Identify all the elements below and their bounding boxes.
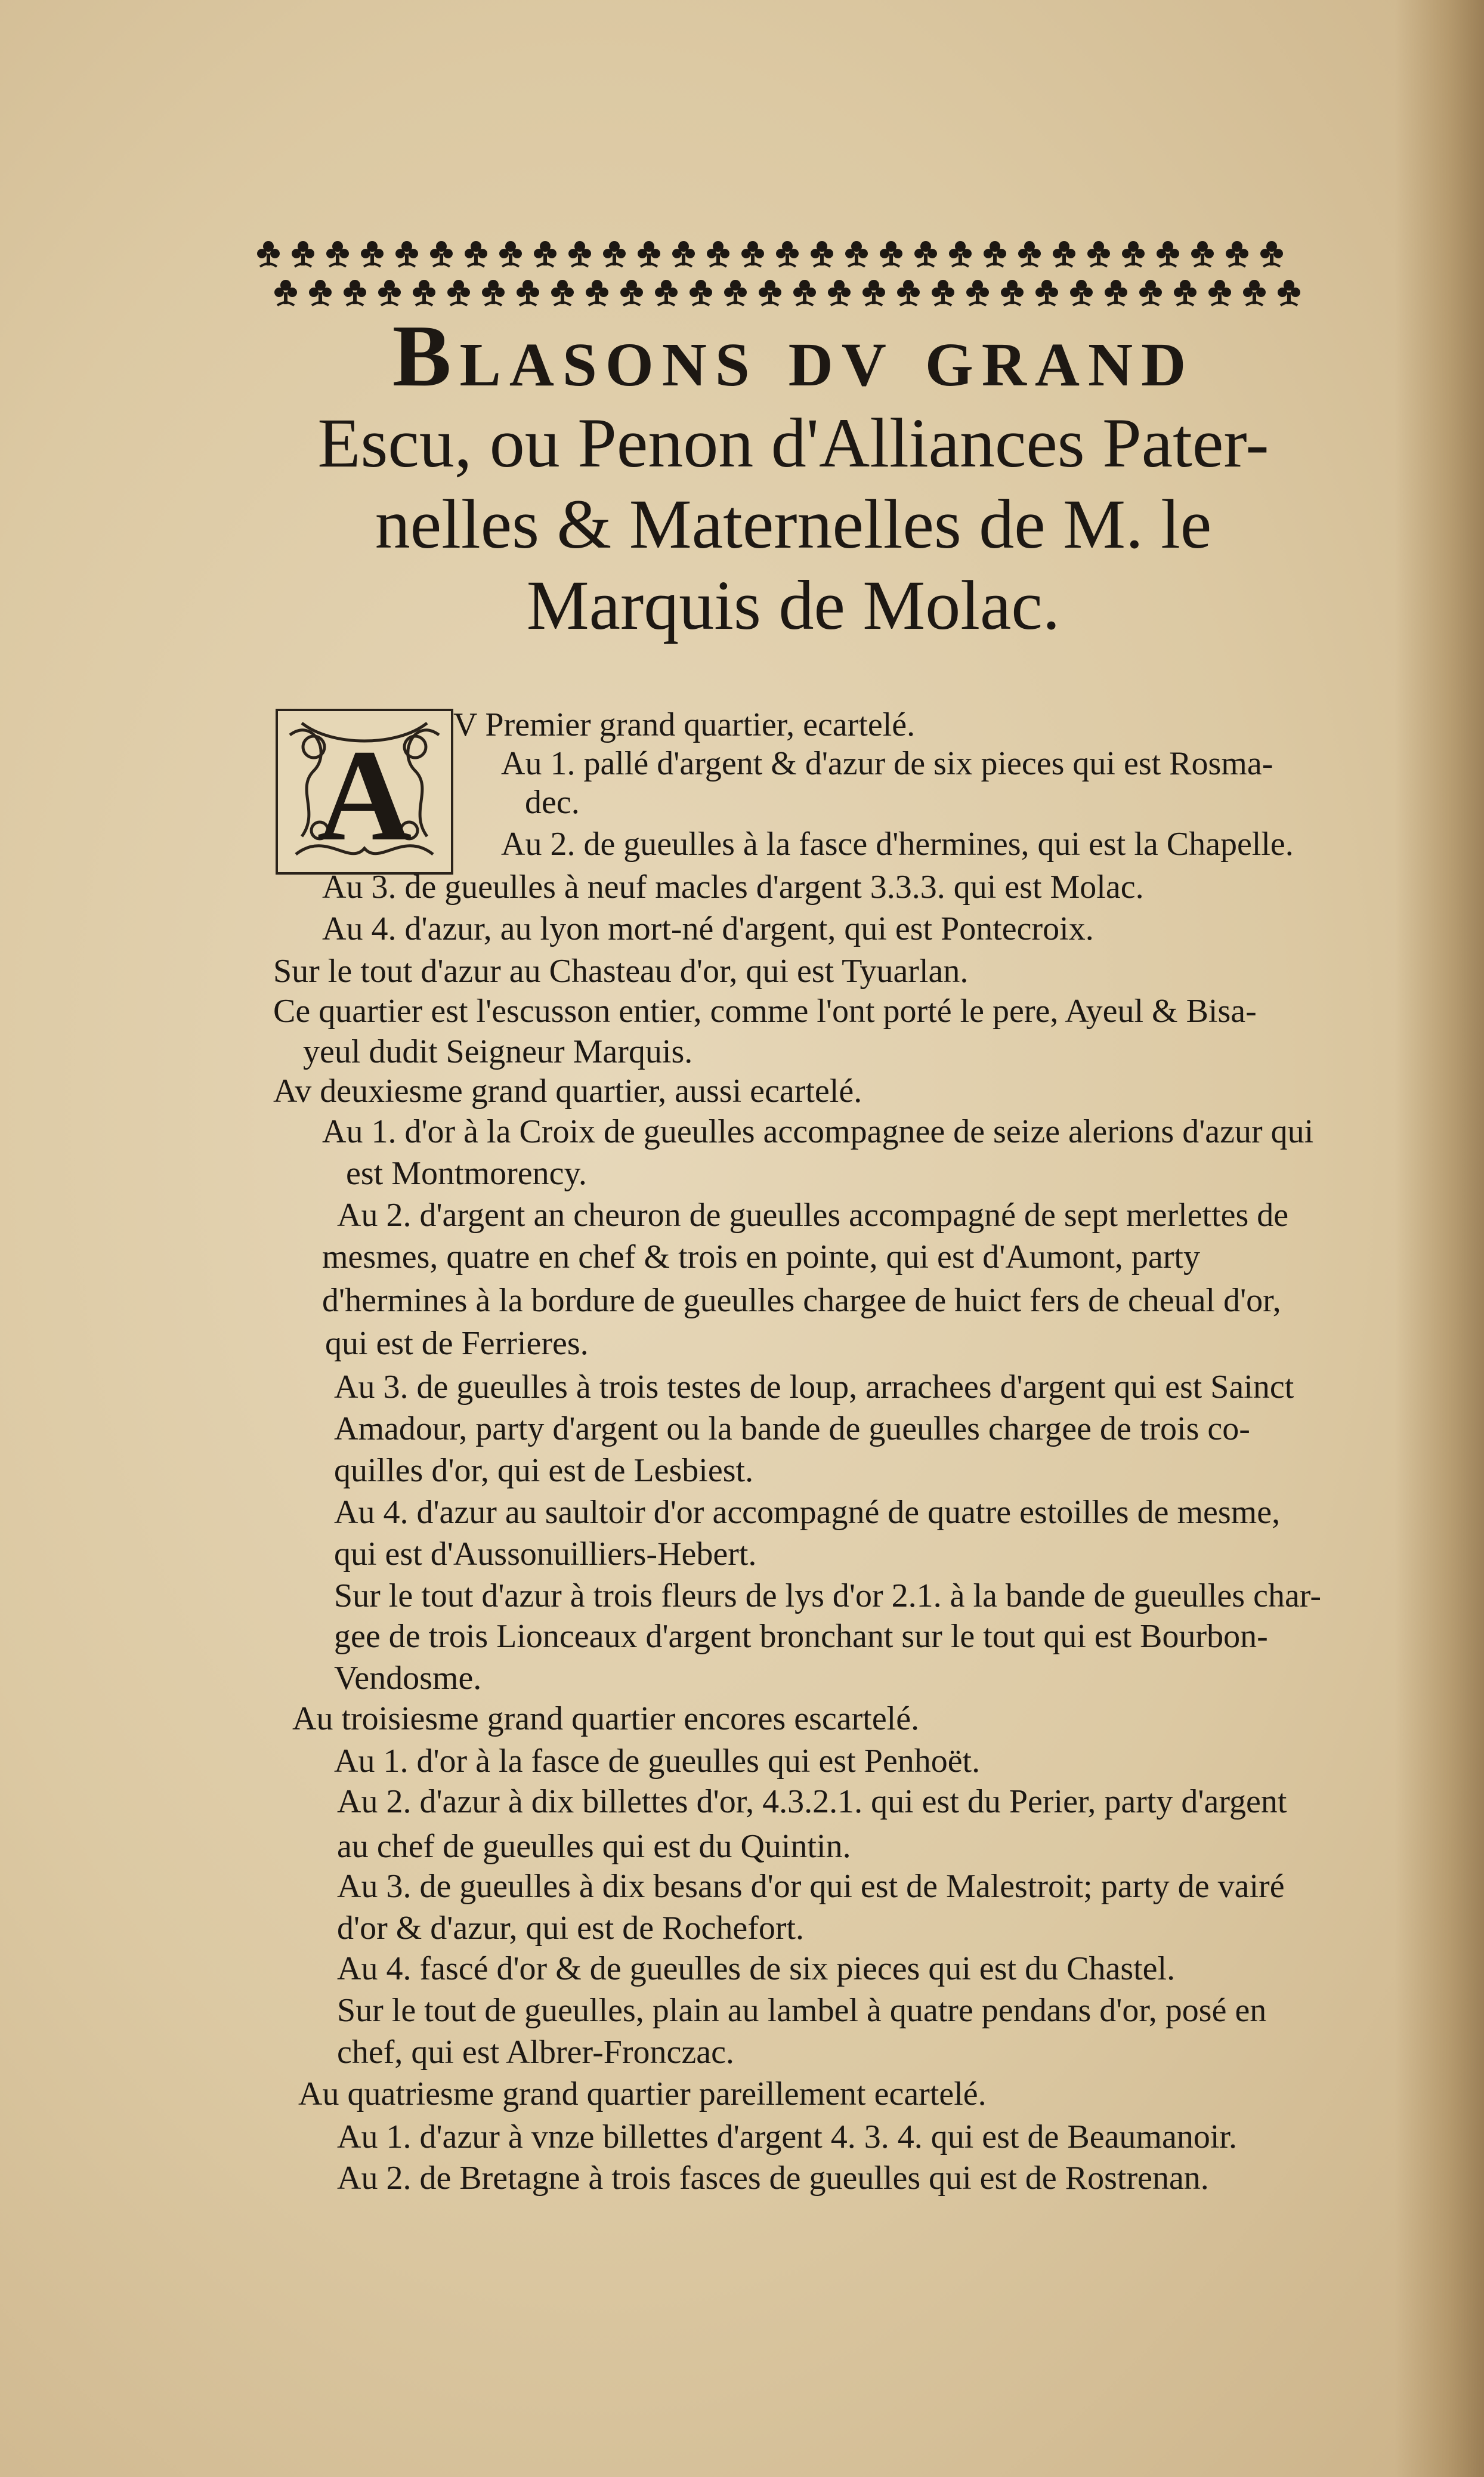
- text-line: d'hermines à la bordure de gueulles chargee de huict fers de cheual d'or,: [322, 1282, 1281, 1319]
- fleuron-icon: [880, 241, 902, 267]
- page-title: [256, 307, 1330, 646]
- fleuron-icon: [932, 280, 954, 305]
- text-line: Sur le tout d'azur au Chasteau d'or, qui est Tyuarlan.: [273, 953, 969, 990]
- text-line: Au 2. de gueulles à la fasce d'hermines, qui est la Chapelle.: [501, 826, 1294, 863]
- text-line: qui est d'Aussonuilliers-Hebert.: [334, 1536, 757, 1573]
- fleuron-icon: [1018, 241, 1041, 267]
- fleuron-icon: [551, 280, 574, 305]
- fleuron-icon: [862, 280, 885, 305]
- fleuron-icon: [413, 280, 435, 305]
- fleuron-icon: [430, 241, 453, 267]
- fleuron-icon: [1243, 280, 1266, 305]
- fleuron-icon: [793, 280, 816, 305]
- text-line: chef, qui est Albrer-Fronczac.: [337, 2034, 734, 2071]
- text-line: quilles d'or, qui est de Lesbiest.: [334, 1452, 754, 1489]
- text-line: gee de trois Lionceaux d'argent bronchant sur le tout qui est Bourbon-: [334, 1618, 1268, 1655]
- fleuron-icon: [326, 241, 349, 267]
- decorated-initial: [276, 709, 453, 875]
- fleuron-icon: [447, 280, 470, 305]
- text-line: Amadour, party d'argent ou la bande de gueulles chargee de trois co-: [334, 1410, 1250, 1447]
- fleuron-icon: [828, 280, 851, 305]
- fleuron-icon: [344, 280, 366, 305]
- fleuron-icon: [534, 241, 556, 267]
- title-line-2: Escu, ou Penon d'Alliances Pater-: [317, 404, 1269, 482]
- text-line: Au 3. de gueulles à dix besans d'or qui est de Malestroit; party de vairé: [337, 1868, 1285, 1905]
- text-line: Au troisiesme grand quartier encores escartelé.: [292, 1700, 920, 1737]
- fleuron-icon: [568, 241, 591, 267]
- fleuron-icon: [274, 280, 297, 305]
- title-line-4: Marquis de Molac.: [526, 566, 1061, 644]
- fleuron-icon: [1191, 241, 1214, 267]
- fleuron-icon: [361, 241, 384, 267]
- fleuron-icon: [1001, 280, 1024, 305]
- fleuron-icon: [966, 280, 989, 305]
- fleuron-icon: [638, 241, 660, 267]
- text-line: Au 1. d'or à la fasce de gueulles qui est Penhoët.: [334, 1743, 981, 1780]
- fleuron-icon: [845, 241, 868, 267]
- text-line: est Montmorency.: [346, 1155, 587, 1192]
- fleuron-icon: [707, 241, 729, 267]
- fleuron-icon: [741, 241, 764, 267]
- text-line: Au 1. d'or à la Croix de gueulles accompagnee de seize alerions d'azur qui: [322, 1113, 1314, 1150]
- fleuron-icon: [984, 241, 1006, 267]
- fleuron-icon: [949, 241, 972, 267]
- text-line: yeul dudit Seigneur Marquis.: [303, 1033, 693, 1070]
- fleuron-icon: [1208, 280, 1231, 305]
- text-line: Au 4. d'azur, au lyon mort-né d'argent, qui est Pontecroix.: [322, 910, 1094, 947]
- text-line: V Premier grand quartier, ecartelé.: [453, 706, 916, 743]
- fleuron-icon: [914, 241, 937, 267]
- text-line: au chef de gueulles qui est du Quintin.: [337, 1828, 851, 1865]
- fleuron-icon: [655, 280, 678, 305]
- text-line: Sur le tout de gueulles, plain au lambel à quatre pendans d'or, posé en: [337, 1992, 1267, 2029]
- fleuron-icon: [517, 280, 539, 305]
- text-line: Au 4. fascé d'or & de gueulles de six pieces qui est du Chastel.: [337, 1950, 1176, 1987]
- title-line-3: nelles & Maternelles de M. le: [375, 485, 1212, 563]
- fleuron-icon: [586, 280, 608, 305]
- text-line: Au quatriesme grand quartier pareillement ecartelé.: [298, 2076, 987, 2112]
- fleuron-icon: [1035, 280, 1058, 305]
- text-line: qui est de Ferrieres.: [325, 1325, 589, 1362]
- text-line: Au 1. d'azur à vnze billettes d'argent 4. 3. 4. qui est de Beaumanoir.: [337, 2118, 1237, 2155]
- fleuron-icon: [690, 280, 712, 305]
- text-line: Av deuxiesme grand quartier, aussi ecartelé.: [273, 1073, 862, 1110]
- fleuron-icon: [811, 241, 833, 267]
- fleuron-icon: [603, 241, 626, 267]
- fleuron-icon: [465, 241, 487, 267]
- text-line: Au 2. de Bretagne à trois fasces de gueulles qui est de Rostrenan.: [337, 2160, 1209, 2197]
- text-line: Au 1. pallé d'argent & d'azur de six pieces qui est Rosma-: [501, 745, 1273, 782]
- fleuron-icon: [1139, 280, 1162, 305]
- fleuron-icon: [897, 280, 920, 305]
- text-line: Au 4. d'azur au saultoir d'or accompagné de quatre estoilles de mesme,: [334, 1494, 1281, 1531]
- fleuron-icon: [1260, 241, 1283, 267]
- text-line: Vendosme.: [334, 1660, 482, 1697]
- text-line: Ce quartier est l'escusson entier, comme l'ont porté le pere, Ayeul & Bisa-: [273, 993, 1257, 1030]
- text-line: Au 3. de gueulles à neuf macles d'argent 3.3.3. qui est Molac.: [322, 869, 1144, 906]
- fleuron-icon: [482, 280, 505, 305]
- text-line: Sur le tout d'azur à trois fleurs de lys d'or 2.1. à la bande de gueulles char-: [334, 1577, 1321, 1614]
- fleuron-icon: [759, 280, 781, 305]
- fleuron-icon: [620, 280, 643, 305]
- decorated-initial-letter: A: [317, 722, 412, 868]
- fleuron-icon: [395, 241, 418, 267]
- fleuron-icon: [1087, 241, 1110, 267]
- fleuron-icon: [292, 241, 314, 267]
- text-line: dec.: [525, 784, 580, 821]
- text-line: Au 2. d'argent an cheuron de gueulles accompagné de sept merlettes de: [337, 1197, 1289, 1234]
- fleuron-icon: [257, 241, 280, 267]
- fleuron-icon: [672, 241, 695, 267]
- text-line: mesmes, quatre en chef & trois en pointe, qui est d'Aumont, party: [322, 1238, 1200, 1275]
- title-line-1: Blasons dv grand: [392, 307, 1195, 405]
- fleuron-icon: [499, 241, 522, 267]
- text-line: Au 3. de gueulles à trois testes de loup, arrachees d'argent qui est Sainct: [334, 1369, 1294, 1406]
- decorated-initial-icon: [278, 711, 451, 872]
- fleuron-icon: [1174, 280, 1197, 305]
- fleuron-icon: [1122, 241, 1145, 267]
- fleuron-icon: [724, 280, 747, 305]
- text-line: d'or & d'azur, qui est de Rochefort.: [337, 1910, 805, 1947]
- fleuron-icon: [1105, 280, 1127, 305]
- fleuron-icon: [1278, 280, 1300, 305]
- page-edge-shadow: [1395, 0, 1484, 2477]
- fleuron-icon: [309, 280, 332, 305]
- fleuron-icon: [776, 241, 799, 267]
- fleuron-icon: [378, 280, 401, 305]
- fleuron-icon: [1053, 241, 1075, 267]
- fleuron-icon: [1226, 241, 1248, 267]
- fleuron-icon: [1157, 241, 1179, 267]
- fleuron-icon: [1070, 280, 1093, 305]
- text-line: Au 2. d'azur à dix billettes d'or, 4.3.2.1. qui est du Perier, party d'argent: [337, 1783, 1287, 1820]
